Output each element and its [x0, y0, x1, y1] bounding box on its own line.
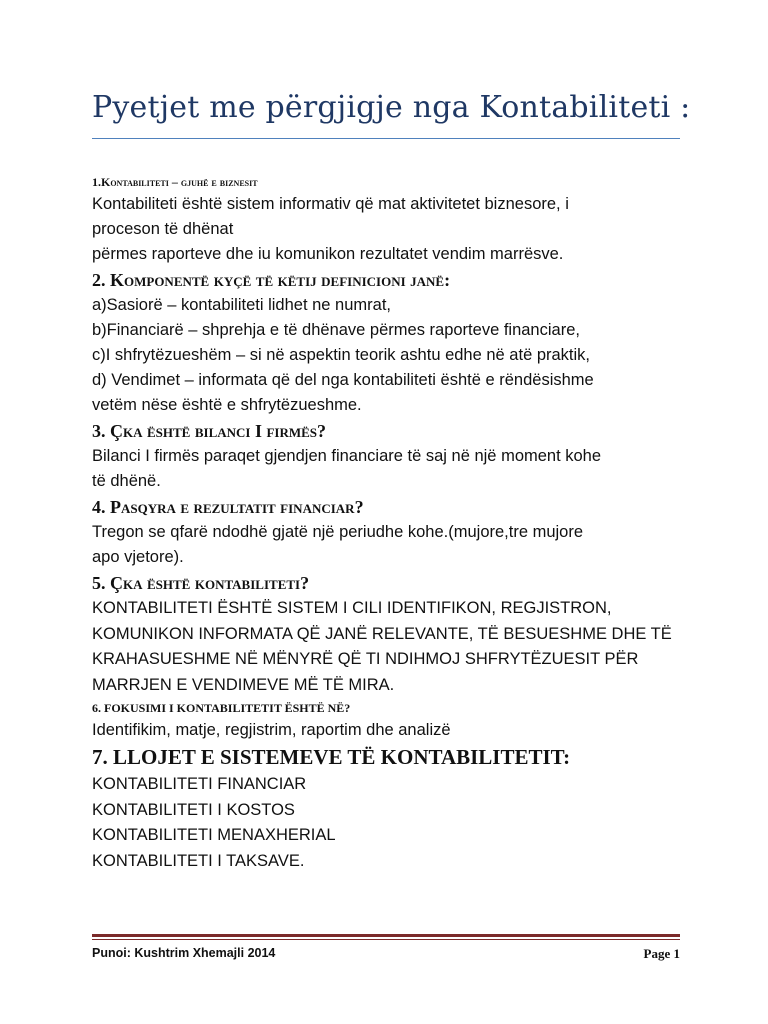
line-12: Bilanci I firmës paraqet gjendjen financiare të saj në një moment kohe — [92, 447, 602, 465]
line-13: të dhënë. — [92, 472, 161, 490]
page-title: Pyetjet me përgjigje nga Kontabiliteti : — [92, 90, 691, 125]
line-1: 1.Kontabiliteti – gjuhë e biznesit — [92, 175, 258, 189]
line-27: KONTABILITETI MENAXHERIAL — [92, 826, 336, 844]
line-8: c)I shfrytëzueshëm – si në aspektin teorik ashtu edhe në atë praktik, — [92, 346, 591, 364]
line-23: Identifikim, matje, regjistrim, raportim dhe analizë — [92, 721, 451, 739]
line-22: 6. FOKUSIMI I KONTABILITETIT ËSHTË NË? — [92, 701, 351, 715]
line-5: 2. Komponentë kyçë të këtij definicioni janë: — [92, 270, 451, 290]
footer-divider-thick — [92, 934, 680, 937]
title-divider — [92, 138, 680, 139]
line-9: d) Vendimet – informata që del nga kontabiliteti është e rëndësishme — [92, 371, 594, 389]
line-16: apo vjetore). — [92, 548, 184, 566]
line-26: KONTABILITETI I KOSTOS — [92, 800, 295, 819]
line-24: 7. LLOJET E SISTEMEVE TË KONTABILITETIT: — [92, 745, 571, 769]
line-15: Tregon se qfarë ndodhë gjatë një periudhe kohe.(mujore,tre mujore — [92, 523, 584, 541]
line-21: MARRJEN E VENDIMEVE MË TË MIRA. — [92, 675, 395, 694]
line-6: a)Sasiorë – kontabiliteti lidhet ne numrat, — [92, 296, 391, 314]
line-10: vetëm nëse është e shfrytëzueshme. — [92, 396, 362, 414]
document-body — [92, 172, 692, 874]
line-2: Kontabiliteti është sistem informativ që mat aktivitetet biznesore, i — [92, 195, 569, 213]
line-19: KOMUNIKON INFORMATA QË JANË RELEVANTE, TË BESUESHME DHE TË — [92, 624, 672, 643]
line-4: përmes raporteve dhe iu komunikon rezultatet vendim marrësve. — [92, 245, 564, 263]
line-3: proceson të dhënat — [92, 220, 234, 238]
line-17: 5. Çka është kontabiliteti? — [92, 573, 310, 593]
line-7: b)Financiarë – shprehja e të dhënave përmes raporteve financiare, — [92, 321, 580, 339]
footer-divider-thin — [92, 939, 680, 940]
footer-page-number: Page 1 — [643, 946, 680, 961]
line-18: KONTABILITETI ËSHTË SISTEM I CILI IDENTIFIKON, REGJISTRON, — [92, 599, 612, 617]
line-28: KONTABILITETI I TAKSAVE. — [92, 851, 305, 870]
line-25: KONTABILITETI FINANCIAR — [92, 775, 307, 793]
line-14: 4. Pasqyra e rezultatit financiar? — [92, 497, 364, 517]
line-20: KRAHASUESHME NË MËNYRË QË TI NDIHMOJ SHFRYTËZUESIT PËR — [92, 650, 639, 668]
footer-author: Punoi: Kushtrim Xhemajli 2014 — [92, 946, 276, 960]
line-11: 3. Çka është bilanci I firmës? — [92, 421, 327, 441]
